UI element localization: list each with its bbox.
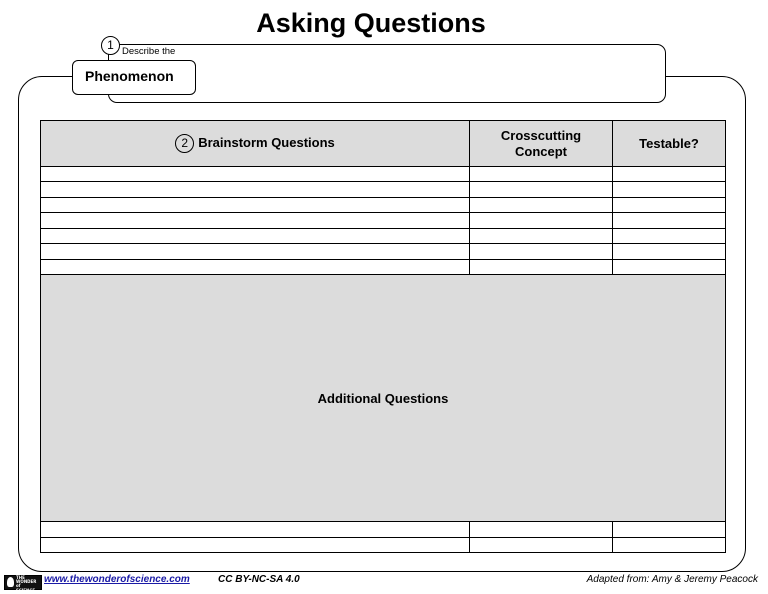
question-cell[interactable] [41, 244, 470, 259]
testable-header: Testable? [613, 121, 726, 167]
step-2-number: 2 [175, 134, 194, 153]
describe-the-label: Describe the [122, 46, 176, 57]
table-row [41, 537, 726, 552]
table-row [41, 182, 726, 197]
table-row [41, 522, 726, 537]
brainstorm-questions-label: Brainstorm Questions [198, 134, 335, 150]
crosscutting-concept-header [470, 121, 613, 167]
wonder-of-science-logo [4, 575, 42, 593]
testable-cell[interactable] [613, 197, 726, 212]
question-cell[interactable] [41, 197, 470, 212]
testable-cell[interactable] [613, 522, 726, 537]
concept-cell[interactable] [470, 537, 613, 552]
crosscutting-line1: Crosscutting [500, 127, 582, 143]
concept-cell[interactable] [470, 259, 613, 274]
testable-cell[interactable] [613, 537, 726, 552]
question-cell[interactable] [41, 537, 470, 552]
page-title: Asking Questions [256, 8, 486, 38]
table-row [41, 228, 726, 243]
crosscutting-line2: Concept [515, 143, 567, 159]
concept-cell[interactable] [470, 167, 613, 182]
table-row [41, 244, 726, 259]
table-row [41, 259, 726, 274]
testable-cell[interactable] [613, 167, 726, 182]
table-row [41, 213, 726, 228]
concept-cell[interactable] [470, 244, 613, 259]
question-cell[interactable] [41, 167, 470, 182]
concept-cell[interactable] [470, 197, 613, 212]
step-1-number: 1 [101, 36, 120, 55]
table-header-row [41, 121, 726, 167]
concept-cell[interactable] [470, 522, 613, 537]
testable-cell[interactable] [613, 228, 726, 243]
testable-cell[interactable] [613, 259, 726, 274]
logo-text: THE WONDER of SCIENCE [16, 575, 37, 593]
questions-table [40, 120, 726, 553]
adapted-from-credit: Adapted from: Amy & Jeremy Peacock [586, 574, 758, 585]
testable-cell[interactable] [613, 213, 726, 228]
question-cell[interactable] [41, 228, 470, 243]
concept-cell[interactable] [470, 182, 613, 197]
table-row [41, 167, 726, 182]
license-text: CC BY-NC-SA 4.0 [218, 574, 300, 585]
testable-cell[interactable] [613, 244, 726, 259]
testable-cell[interactable] [613, 182, 726, 197]
table-row [41, 197, 726, 212]
additional-questions-row [41, 275, 726, 522]
lightbulb-icon [7, 577, 14, 587]
phenomenon-label: Phenomenon [72, 60, 196, 95]
additional-questions-label: Additional Questions [41, 275, 726, 522]
question-cell[interactable] [41, 259, 470, 274]
concept-cell[interactable] [470, 228, 613, 243]
concept-cell[interactable] [470, 213, 613, 228]
website-link[interactable]: www.thewonderofscience.com [44, 574, 190, 585]
question-cell[interactable] [41, 182, 470, 197]
question-cell[interactable] [41, 213, 470, 228]
brainstorm-questions-header [41, 121, 470, 167]
question-cell[interactable] [41, 522, 470, 537]
